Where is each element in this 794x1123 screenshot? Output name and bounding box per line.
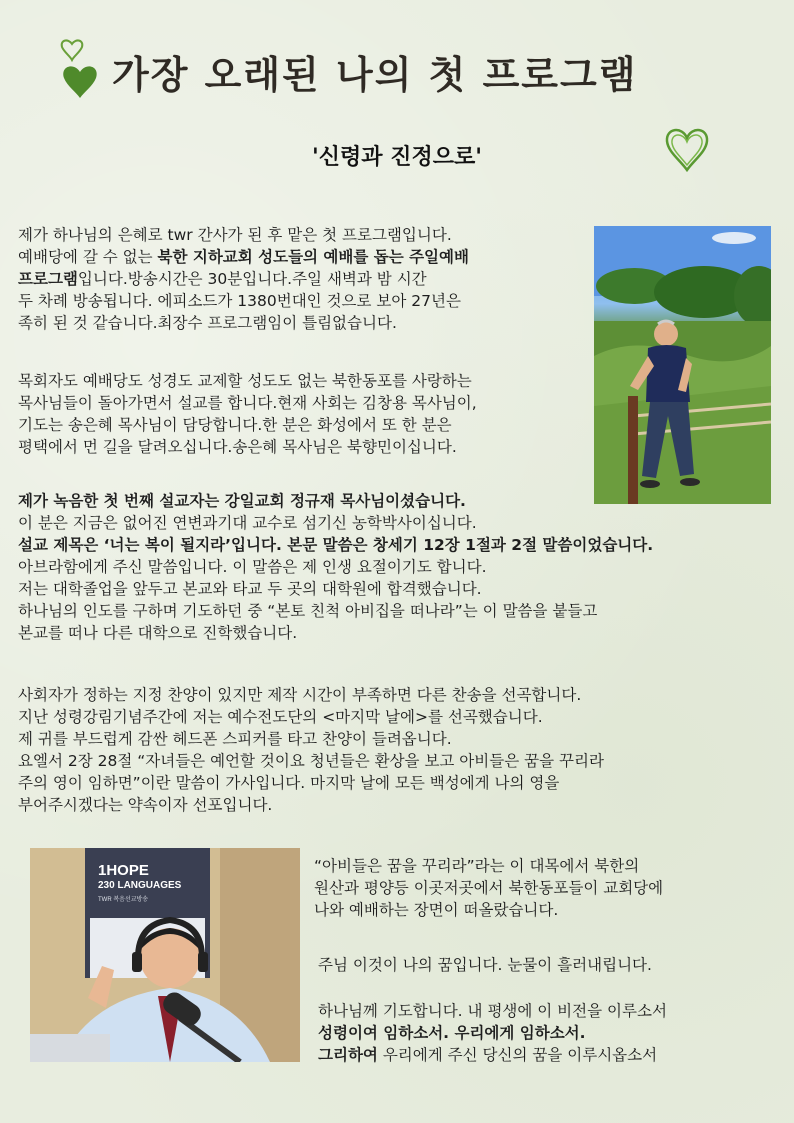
- first-sermon-paragraph: [18, 490, 653, 644]
- text-line: [18, 684, 604, 706]
- text-line: [18, 578, 653, 600]
- text-run: 이 분은 지금은 없어진 연변과기대 교수로 섬기신 농학박사이십니다.: [18, 514, 477, 532]
- text-line: [18, 600, 653, 622]
- text-line: [18, 772, 604, 794]
- bold-text: 성령이여 임하소서. 우리에게 임하소서.: [318, 1024, 586, 1042]
- bold-text: 북한 지하교회 성도들의 예배를 돕는 주일예배: [157, 248, 469, 266]
- heart-outline-icon: [662, 124, 712, 174]
- studio-photo: [30, 848, 300, 1062]
- text-line: [18, 622, 653, 644]
- text-run: “아비들은 꿈을 꾸리라”라는 이 대목에서 북한의: [314, 857, 640, 875]
- text-run: 예배당에 갈 수 없는: [18, 248, 158, 266]
- text-run: 평택에서 먼 길을 달려오십니다.송은혜 목사님은 북향민이십니다.: [18, 438, 457, 456]
- text-run: 원산과 평양등 이곳저곳에서 북한동포들이 교회당에: [314, 879, 664, 897]
- text-line: [18, 490, 653, 512]
- text-run: 주님 이것이 나의 꿈입니다. 눈물이 흘러내립니다.: [318, 956, 652, 974]
- tears-paragraph: [318, 954, 652, 976]
- text-line: [18, 268, 469, 290]
- text-line: [18, 534, 653, 556]
- text-line: [18, 312, 469, 334]
- bold-text: 그리하여: [318, 1046, 378, 1064]
- text-run: 기도는 송은혜 목사님이 담당합니다.한 분은 화성에서 또 한 분은: [18, 416, 452, 434]
- text-run: 주의 영이 임하면”이란 말씀이 가사입니다. 마지막 날에 모든 백성에게 나의 영을: [18, 774, 560, 792]
- text-run: 두 차례 방송됩니다. 에피소드가 1380번대인 것으로 보아 27년은: [18, 292, 461, 310]
- text-run: 나와 예배하는 장면이 떠올랐습니다.: [314, 901, 559, 919]
- text-run: 지난 성령강림기념주간에 저는 예수전도단의 <마지막 날에>를 선곡했습니다.: [18, 708, 543, 726]
- text-line: [18, 246, 469, 268]
- text-run: 우리에게 주신 당신의 꿈을 이루시옵소서: [377, 1046, 658, 1064]
- hymn-paragraph: [18, 684, 604, 816]
- text-run: 입니다.방송시간은 30분입니다.주일 새벽과 밤 시간: [77, 270, 427, 288]
- text-run: 사회자가 정하는 지정 찬양이 있지만 제작 시간이 부족하면 다른 찬송을 선곡합니다.: [18, 686, 582, 704]
- text-run: 제가 하나님의 은혜로 twr 간사가 된 후 맡은 첫 프로그램입니다.: [18, 226, 452, 244]
- text-run: 목회자도 예배당도 성경도 교제할 성도도 없는 북한동포를 사랑하는: [18, 372, 472, 390]
- text-line: [314, 855, 663, 877]
- preachers-paragraph: [18, 370, 477, 458]
- text-run: 요엘서 2장 28절 “자녀들은 예언할 것이요 청년들은 환상을 보고 아비들은 꿈을 꾸리라: [18, 752, 604, 770]
- text-run: 목사님들이 돌아가면서 설교를 합니다.현재 사회는 김창용 목사님이,: [18, 394, 477, 412]
- text-line: [18, 706, 604, 728]
- text-line: [318, 1000, 667, 1022]
- page-title: 가장 오래된 나의 첫 프로그램: [112, 53, 638, 97]
- bold-text: 제가 녹음한 첫 번째 설교자는 강일교회 정규재 목사님이셨습니다.: [18, 492, 466, 510]
- text-line: [318, 1044, 667, 1066]
- prayer-paragraph: [318, 1000, 667, 1066]
- outdoor-portrait-photo: [594, 226, 771, 504]
- intro-paragraph: [18, 224, 469, 334]
- dream-paragraph: [314, 855, 663, 921]
- text-line: [18, 728, 604, 750]
- page-subtitle: '신령과 진정으로': [312, 145, 482, 170]
- text-line: [18, 556, 653, 578]
- text-line: [314, 899, 663, 921]
- text-line: [318, 954, 652, 976]
- studio-poster-subtitle: 230 LANGUAGES: [98, 880, 182, 891]
- text-line: [18, 224, 469, 246]
- text-line: [18, 512, 653, 534]
- text-line: [18, 750, 604, 772]
- text-line: [314, 877, 663, 899]
- text-run: 부어주시겠다는 약속이자 선포입니다.: [18, 796, 273, 814]
- text-run: 하나님께 기도합니다. 내 평생에 이 비전을 이루소서: [318, 1002, 667, 1020]
- bold-text: 프로그램: [18, 270, 78, 288]
- text-run: 하나님의 인도를 구하며 기도하던 중 “본토 친척 아비집을 떠나라”는 이 말씀을 붙들고: [18, 602, 598, 620]
- text-run: 저는 대학졸업을 앞두고 본교와 타교 두 곳의 대학원에 합격했습니다.: [18, 580, 482, 598]
- text-run: 본교를 떠나 다른 대학으로 진학했습니다.: [18, 624, 298, 642]
- studio-poster-caption: TWR 복음선교방송: [98, 897, 149, 903]
- text-line: [18, 290, 469, 312]
- text-line: [18, 414, 477, 436]
- text-line: [18, 392, 477, 414]
- text-run: 제 귀를 부드럽게 감싼 헤드폰 스피커를 타고 찬양이 들려옵니다.: [18, 730, 452, 748]
- text-line: [18, 436, 477, 458]
- text-run: 아브라함에게 주신 말씀입니다. 이 말씀은 제 인생 요절이기도 합니다.: [18, 558, 487, 576]
- bold-text: 설교 제목은 ‘너는 복이 될지라’입니다. 본문 말씀은 창세기 12장 1절과 2절 말씀이었습니다.: [18, 536, 654, 554]
- text-line: [18, 370, 477, 392]
- text-line: [18, 794, 604, 816]
- text-line: [318, 1022, 667, 1044]
- heart-icon: [58, 38, 102, 100]
- text-run: 족히 된 것 같습니다.최장수 프로그램임이 틀림없습니다.: [18, 314, 397, 332]
- studio-poster-title: 1HOPE: [98, 862, 149, 879]
